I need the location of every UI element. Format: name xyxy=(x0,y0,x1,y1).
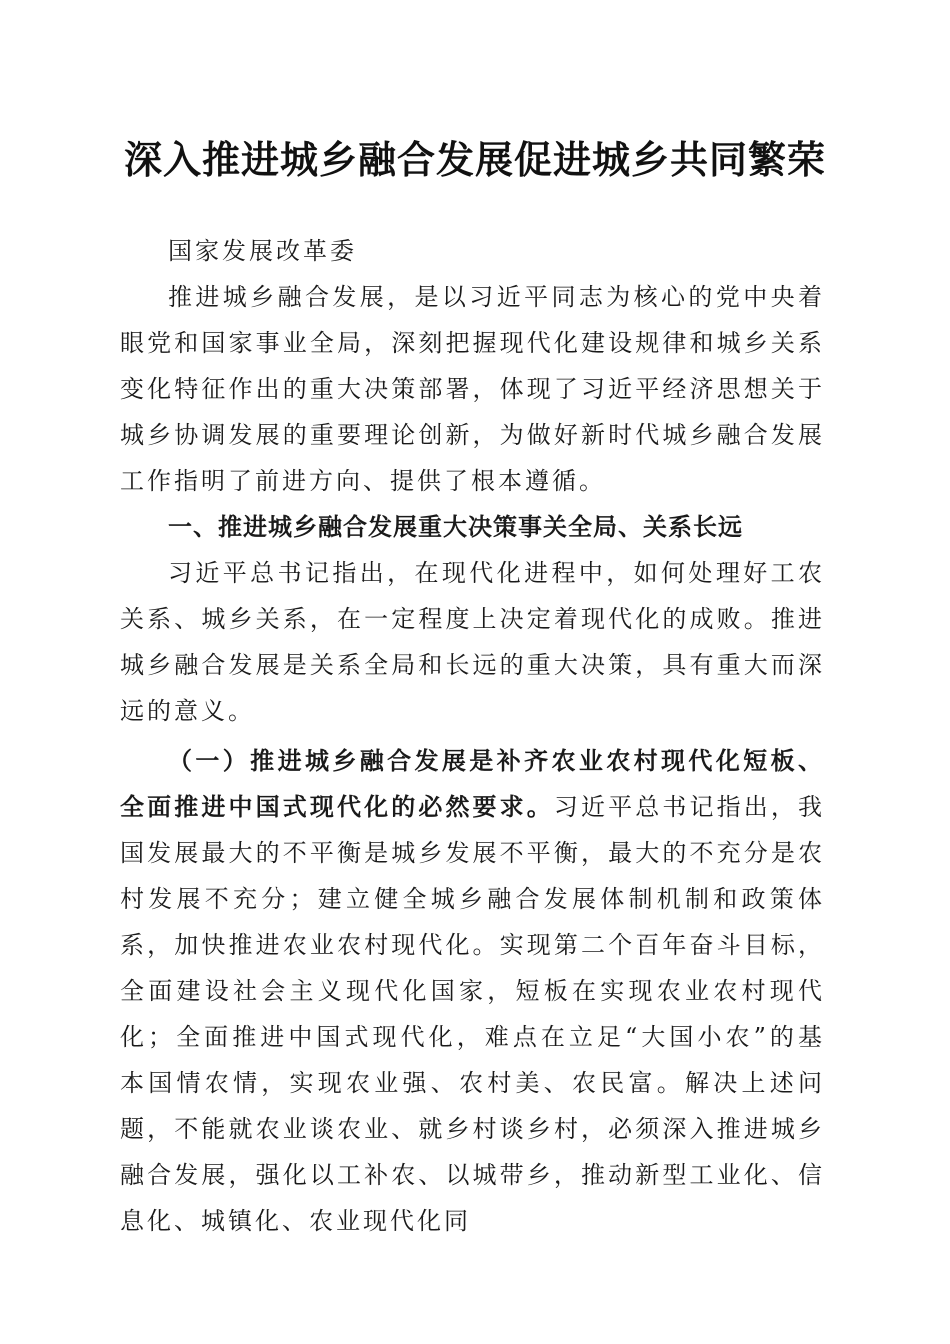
subsection-body-1: 习近平总书记指出，我国发展最大的不平衡是城乡发展不平衡，最大的不充分是农村发展不充分；建立健全城乡融合发展体制机制和政策体系，加快推进农业农村现代化。实现第二个百年奋斗目标，全面建设社会主义现代化国家，短板在实现农业农村现代化；全面推进中国式现代化，难点在立足“大国小农”的基本国情农情，实现农业强、农村美、农民富。解决上述问题，不能就农业谈农业、就乡村谈乡村，必须深入推进城乡融合发展，强化以工补农、以城带乡，推动新型工业化、信息化、城镇化、农业现代化同 xyxy=(120,793,826,1235)
author-line: 国家发展改革委 xyxy=(168,237,357,265)
subsection-paragraph-1 xyxy=(120,738,825,1244)
document-body xyxy=(120,228,825,1244)
section-heading-1: 一、推进城乡融合发展重大决策事关全局、关系长远 xyxy=(168,512,743,541)
document-title: 深入推进城乡融合发展促进城乡共同繁荣 xyxy=(123,137,826,182)
section-paragraph-1: 习近平总书记指出，在现代化进程中，如何处理好工农关系、城乡关系，在一定程度上决定着现代化的成败。推进城乡融合发展是关系全局和长远的重大决策，具有重大而深远的意义。 xyxy=(120,559,825,725)
subsection-heading-1: （一）推进城乡融合发展是补齐农业农村现代化短板、全面推进中国式现代化的必然要求。 xyxy=(120,746,825,821)
intro-paragraph: 推进城乡融合发展，是以习近平同志为核心的党中央着眼党和国家事业全局，深刻把握现代化建设规律和城乡关系变化特征作出的重大决策部署，体现了习近平经济思想关于城乡协调发展的重要理论创新，为做好新时代城乡融合发展工作指明了前进方向、提供了根本遵循。 xyxy=(120,283,825,495)
